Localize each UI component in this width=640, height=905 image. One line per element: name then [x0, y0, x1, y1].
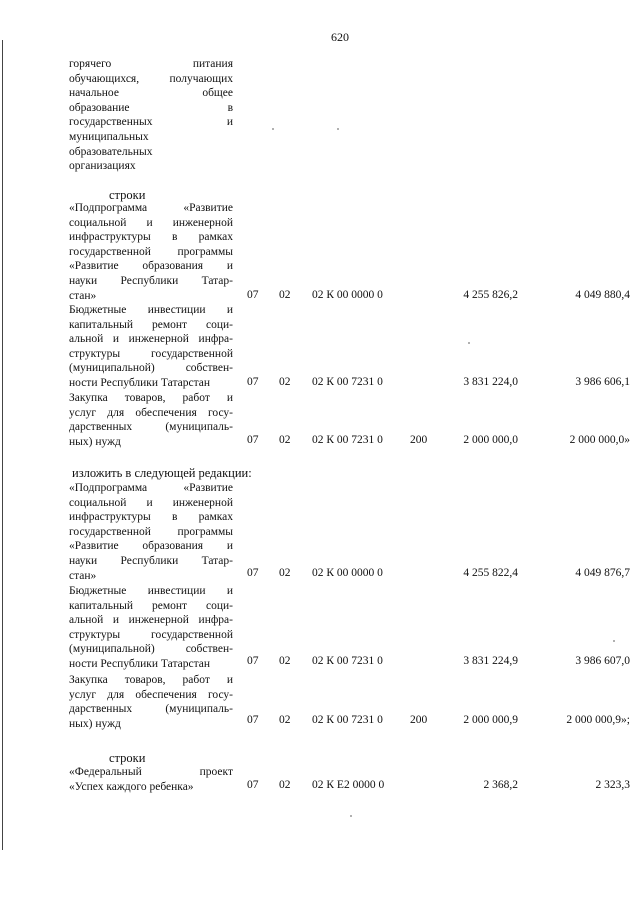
scan-speck [350, 815, 352, 817]
page-number: 620 [331, 30, 349, 44]
cell-csr: 02 К 00 0000 0 [312, 567, 383, 579]
text-line: науки Республики Татар- [69, 274, 233, 287]
row-description [69, 303, 233, 391]
cell-rz: 07 [247, 376, 259, 388]
cell-csr: 02 К 00 7231 0 [312, 434, 383, 446]
text-line: (муниципальной) собствен- [69, 362, 233, 375]
text-line: государственной программы [69, 525, 233, 538]
text-line: дарственных (муниципаль- [69, 421, 233, 434]
scan-speck [337, 128, 339, 130]
cell-pr: 02 [279, 434, 291, 446]
cell-amount-year1: 3 831 224,9 [463, 655, 518, 667]
text-line: ных) нужд [69, 717, 121, 730]
row-description [69, 201, 233, 303]
text-line: горячего питания [69, 58, 233, 70]
cell-pr: 02 [279, 567, 291, 579]
text-line: структуры государственной [69, 628, 233, 641]
row-description [69, 765, 233, 794]
cell-rz: 07 [247, 779, 259, 791]
text-line: социальной и инженерной [69, 496, 233, 509]
cell-amount-year1: 3 831 224,0 [463, 376, 518, 388]
text-line: «Подпрограмма «Развитие [69, 482, 233, 494]
cell-pr: 02 [279, 376, 291, 388]
cell-csr: 02 К 00 7231 0 [312, 655, 383, 667]
heading-rows-2: строки [109, 751, 146, 765]
text-line: ности Республики Татарстан [69, 376, 211, 389]
cell-amount-year2: 4 049 880,4 [575, 289, 630, 301]
text-line: услуг для обеспечения госу- [69, 688, 233, 701]
cell-rz: 07 [247, 434, 259, 446]
text-line: дарственных (муниципаль- [69, 703, 233, 716]
text-line: услуг для обеспечения госу- [69, 406, 233, 419]
text-line: «Подпрограмма «Развитие [69, 202, 233, 214]
row-description [69, 584, 233, 672]
cell-amount-year1: 2 000 000,0 [463, 434, 518, 446]
text-line: организациях [69, 160, 136, 173]
row-description [69, 481, 233, 583]
cell-vr: 200 [410, 434, 428, 446]
cell-rz: 07 [247, 289, 259, 301]
text-line: Бюджетные инвестиции и [69, 304, 233, 316]
heading-rows: строки [109, 188, 146, 202]
cell-amount-year2: 2 323,3 [595, 779, 630, 791]
cell-csr: 02 К Е2 0000 0 [312, 779, 385, 791]
scan-left-border [2, 40, 3, 850]
text-line: стан» [69, 569, 97, 582]
text-line: государственной программы [69, 245, 233, 258]
text-line: Бюджетные инвестиции и [69, 585, 233, 597]
cell-amount-year1: 4 255 826,2 [463, 289, 518, 301]
cell-amount-year2: 3 986 607,0 [575, 655, 630, 667]
text-line: «Развитие образования и [69, 540, 233, 553]
cell-pr: 02 [279, 655, 291, 667]
text-line: ности Республики Татарстан [69, 657, 211, 670]
cell-pr: 02 [279, 714, 291, 726]
heading-replace: изложить в следующей редакции: [72, 466, 252, 480]
cell-vr: 200 [410, 714, 428, 726]
text-line: альной и инженерной инфра- [69, 333, 233, 346]
cell-csr: 02 К 00 0000 0 [312, 289, 383, 301]
cell-amount-year2: 4 049 876,7 [575, 567, 630, 579]
row-description [69, 673, 233, 731]
cell-amount-year1: 4 255 822,4 [463, 567, 518, 579]
text-line: ных) нужд [69, 435, 121, 448]
text-line: инфраструктуры в рамках [69, 511, 233, 524]
text-line: структуры государственной [69, 347, 233, 360]
cell-amount-year2: 2 000 000,9»; [566, 714, 630, 726]
cell-amount-year2: 2 000 000,0» [569, 434, 630, 446]
scan-speck [468, 342, 470, 344]
fragment-top-text [69, 57, 233, 174]
text-line: «Успех каждого ребенка» [69, 780, 194, 793]
cell-csr: 02 К 00 7231 0 [312, 714, 383, 726]
scan-speck [272, 128, 274, 130]
cell-rz: 07 [247, 567, 259, 579]
cell-pr: 02 [279, 289, 291, 301]
row-description [69, 391, 233, 449]
cell-amount-year2: 3 986 606,1 [575, 376, 630, 388]
cell-csr: 02 К 00 7231 0 [312, 376, 383, 388]
text-line: «Федеральный проект [69, 766, 233, 778]
text-line: «Развитие образования и [69, 260, 233, 273]
text-line: социальной и инженерной [69, 216, 233, 229]
text-line: капитальный ремонт соци- [69, 599, 233, 612]
text-line: капитальный ремонт соци- [69, 318, 233, 331]
text-line: образование в [69, 101, 233, 114]
text-line: альной и инженерной инфра- [69, 614, 233, 627]
cell-rz: 07 [247, 655, 259, 667]
text-line: обучающихся, получающих [69, 72, 233, 85]
text-line: (муниципальной) собствен- [69, 643, 233, 656]
text-line: начальное общее [69, 87, 233, 100]
text-line: Закупка товаров, работ и [69, 674, 233, 686]
text-line: государственных и [69, 116, 233, 129]
text-line: инфраструктуры в рамках [69, 231, 233, 244]
text-line: Закупка товаров, работ и [69, 392, 233, 404]
text-line: муниципальных [69, 130, 149, 143]
cell-pr: 02 [279, 779, 291, 791]
cell-rz: 07 [247, 714, 259, 726]
text-line: образовательных [69, 145, 153, 158]
text-line: науки Республики Татар- [69, 554, 233, 567]
scan-speck [613, 640, 615, 642]
cell-amount-year1: 2 368,2 [483, 779, 518, 791]
cell-amount-year1: 2 000 000,9 [463, 714, 518, 726]
text-line: стан» [69, 289, 97, 302]
